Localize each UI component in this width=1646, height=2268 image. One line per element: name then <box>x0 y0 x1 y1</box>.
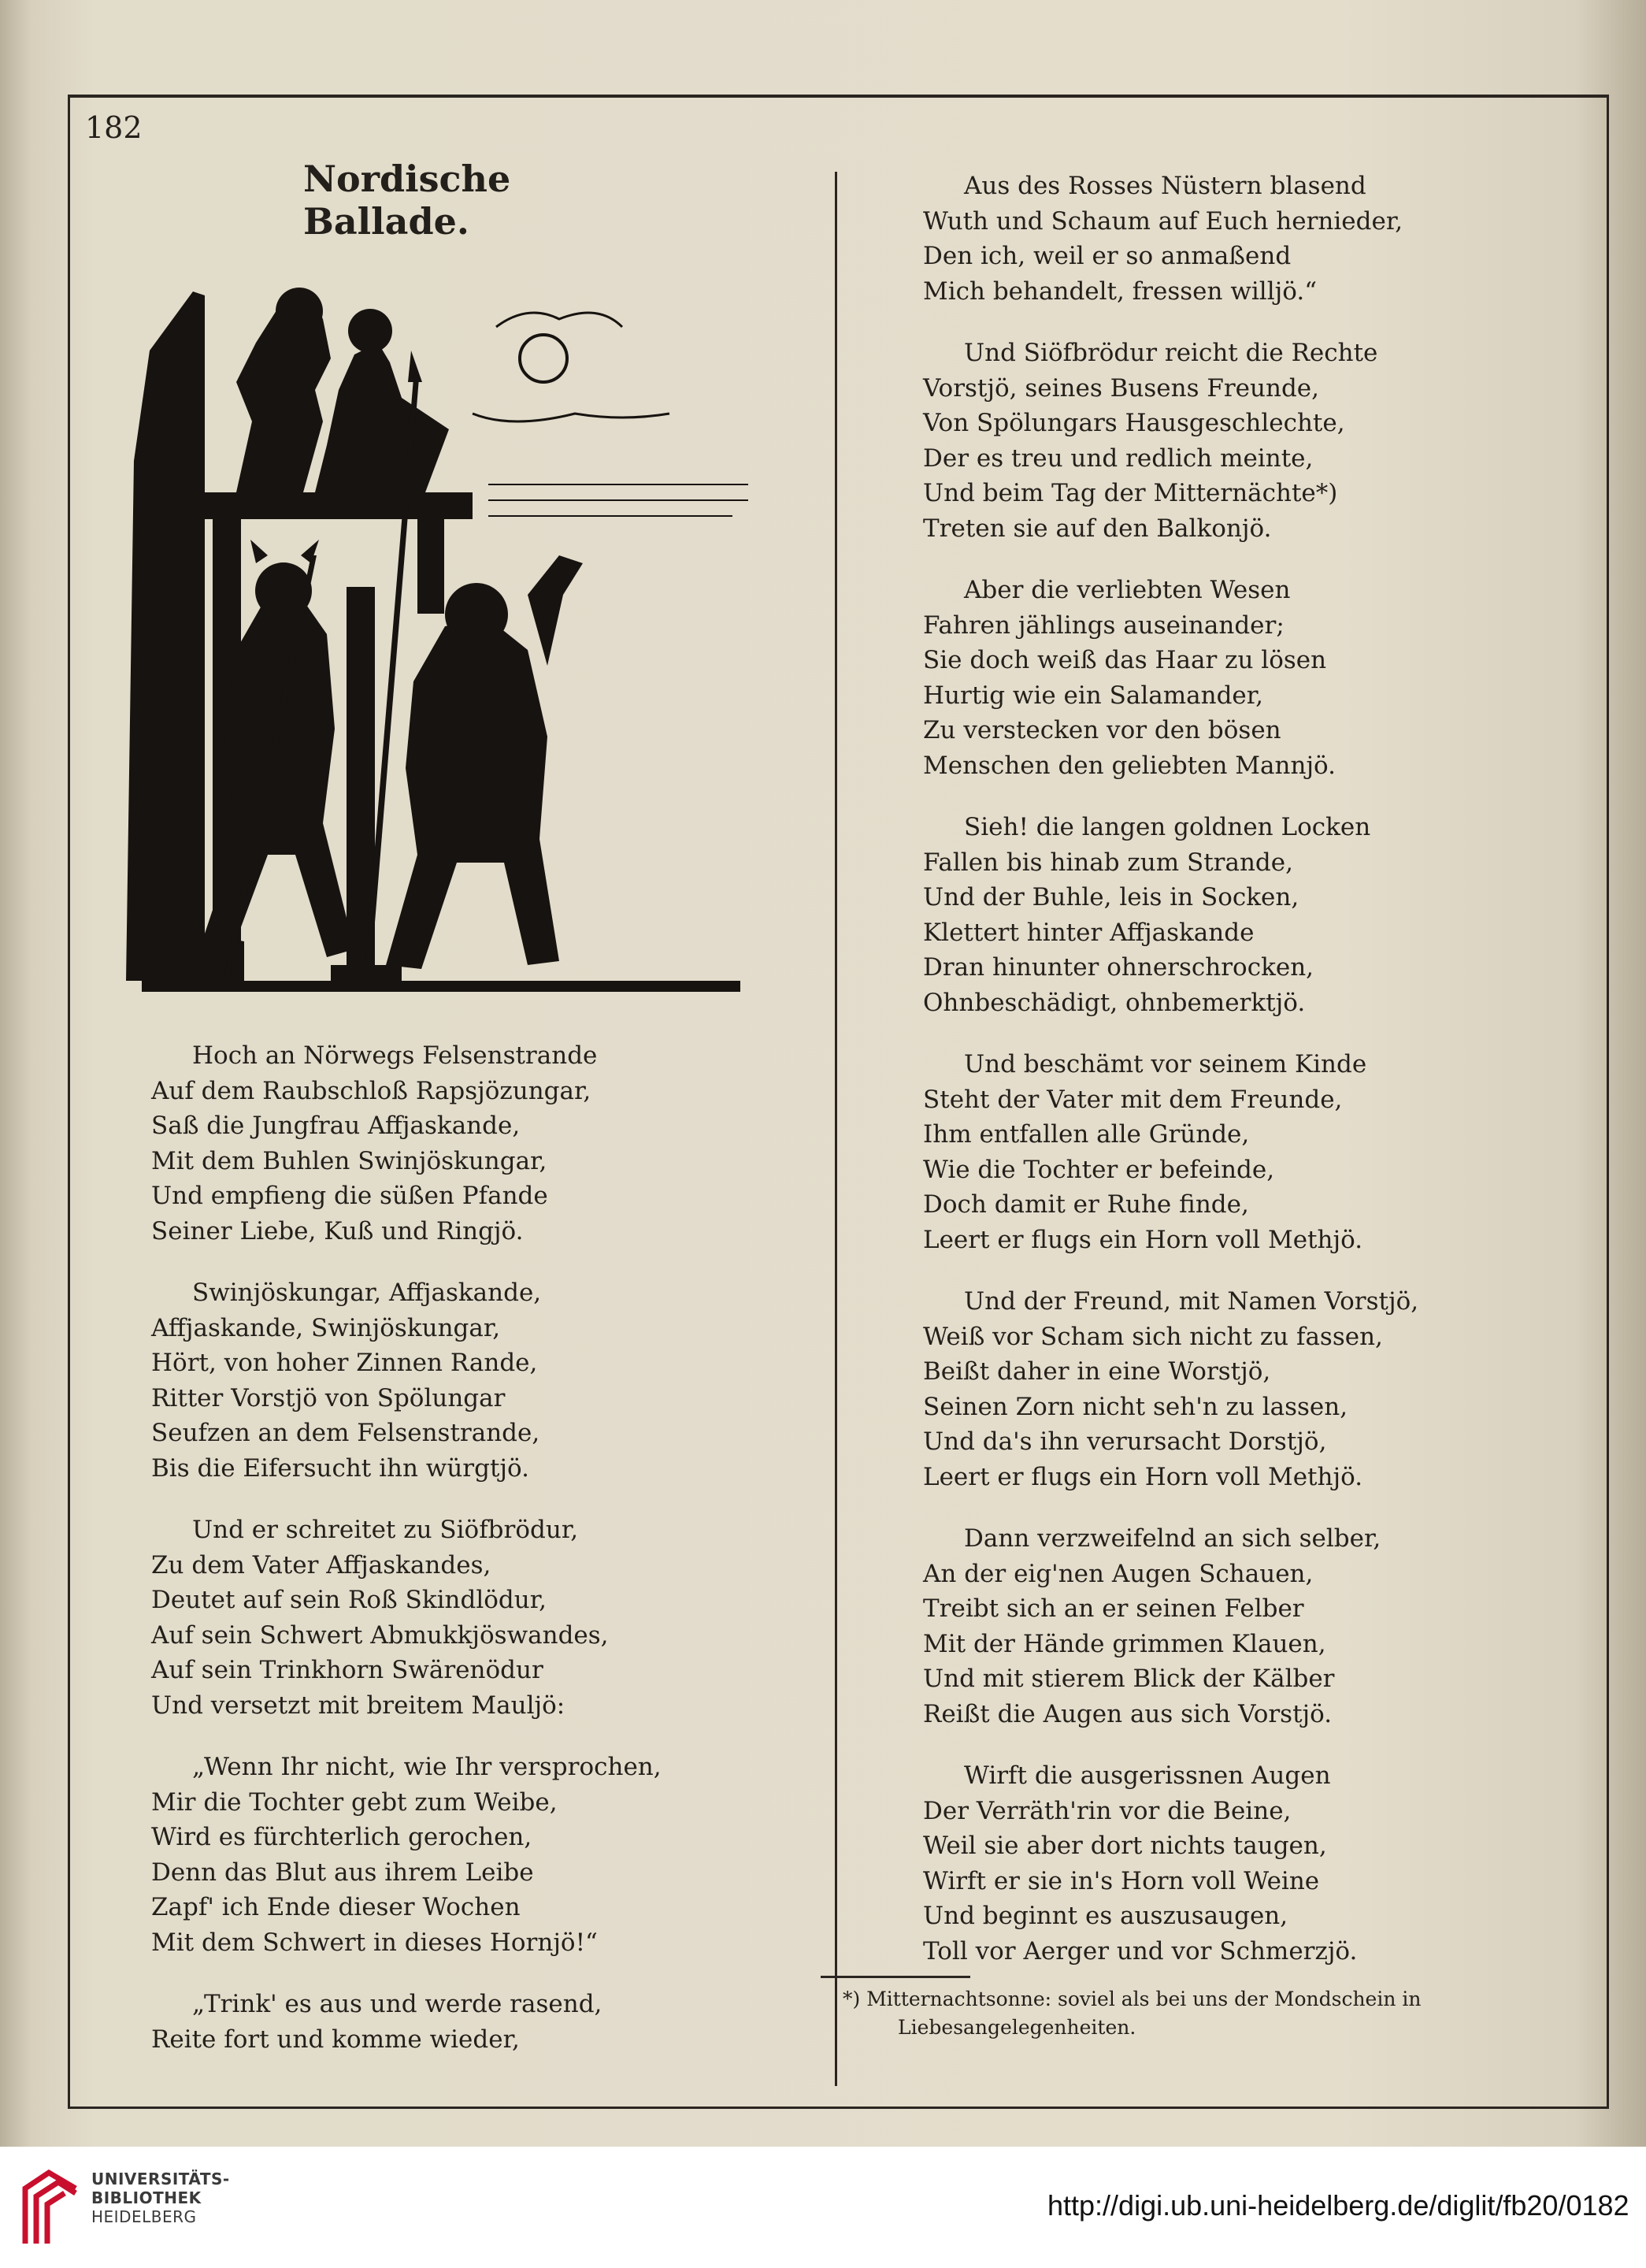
verse-line: Reite fort und komme wieder, <box>151 2025 520 2054</box>
verse-line: Der Verräth'rin vor die Beine, <box>923 1796 1292 1825</box>
verse-line: Hoch an Nörwegs Felsenstrande <box>192 1041 598 1070</box>
stanza <box>923 169 1600 309</box>
verse-line: Von Spölungars Hausgeschlechte, <box>923 409 1345 437</box>
stanza <box>923 810 1600 1020</box>
verse-line: Seinen Zorn nicht seh'n zu lassen, <box>923 1392 1348 1421</box>
verse-line: Affjaskande, Swinjöskungar, <box>151 1313 501 1342</box>
balcony-beam <box>189 492 473 519</box>
verse-line: An der eig'nen Augen Schauen, <box>923 1559 1314 1588</box>
verse-line: Ihm entfallen alle Gründe, <box>923 1120 1250 1149</box>
stanza <box>151 1987 829 2057</box>
source-url-link[interactable]: http://digi.ub.uni-heidelberg.de/diglit/fb20/0182 <box>1047 2189 1629 2222</box>
verse-line: Treibt sich an er seinen Felber <box>923 1594 1304 1623</box>
silhouette-illustration <box>118 225 764 1020</box>
verse-line: Ritter Vorstjö von Spölungar <box>151 1383 506 1412</box>
verse-line: Denn das Blut aus ihrem Leibe <box>151 1858 534 1887</box>
verse-line: Menschen den geliebten Mannjö. <box>923 751 1336 780</box>
verse-line: Beißt daher in eine Worstjö, <box>923 1357 1271 1386</box>
library-name <box>91 2170 230 2226</box>
verse-line: Hört, von hoher Zinnen Rande, <box>151 1349 538 1377</box>
stanza <box>923 573 1600 783</box>
verse-line: Fahren jählings auseinander; <box>923 611 1285 640</box>
verse-line: Mich behandelt, fressen willjö.“ <box>923 277 1318 306</box>
stanza <box>151 1750 829 1960</box>
verse-line: Auf sein Schwert Abmukkjöswandes, <box>151 1620 609 1650</box>
verse-line: Treten sie auf den Balkonjö. <box>923 514 1272 543</box>
verse-line: Steht der Vater mit dem Freunde, <box>923 1085 1343 1114</box>
verse-line: Und beim Tag der Mitternächte*) <box>923 479 1338 507</box>
verse-line: Zu dem Vater Affjaskandes, <box>151 1550 491 1579</box>
footnote-line: Liebesangelegenheiten. <box>898 2016 1136 2039</box>
figure-knight <box>386 618 559 969</box>
verse-line: Wirft er sie in's Horn voll Weine <box>923 1866 1320 1895</box>
verse-line: „Wenn Ihr nicht, wie Ihr versprochen, <box>192 1753 662 1781</box>
library-name-line: BIBLIOTHEK <box>91 2188 202 2207</box>
verse-line: Toll vor Aerger und vor Schmerzjö. <box>923 1936 1358 1965</box>
verse-line: Leert er flugs ein Horn voll Methjö. <box>923 1225 1363 1254</box>
stanza <box>923 1284 1600 1494</box>
verse-line: „Trink' es aus und werde rasend, <box>192 1990 602 2018</box>
verse-line: Bis die Eifersucht ihn würgtjö. <box>151 1453 530 1483</box>
verse-line: Doch damit er Ruhe finde, <box>923 1190 1249 1219</box>
stanza <box>151 1275 829 1486</box>
verse-line: Dran hinunter ohnerschrocken, <box>923 953 1314 982</box>
verse-line: Zapf' ich Ende dieser Wochen <box>151 1893 521 1921</box>
verse-line: Und beschämt vor seinem Kinde <box>964 1050 1367 1078</box>
verse-line: Mir die Tochter gebt zum Weibe, <box>151 1787 558 1817</box>
verse-line: Weiß vor Scham sich nicht zu fassen, <box>923 1322 1383 1351</box>
column-divider <box>835 172 837 2086</box>
verse-line: Und mit stierem Blick der Kälber <box>923 1665 1335 1693</box>
verse-line: Und versetzt mit breitem Mauljö: <box>151 1691 565 1720</box>
verse-line: Seufzen an dem Felsenstrande, <box>151 1419 540 1447</box>
verse-line: Weil sie aber dort nichts taugen, <box>923 1832 1327 1860</box>
page-title: Nordische Ballade. <box>303 158 511 243</box>
verse-line: Und er schreitet zu Siöfbrödur, <box>192 1516 579 1544</box>
verse-line: Vorstjö, seines Busens Freunde, <box>923 373 1319 403</box>
verse-line: Reißt die Augen aus sich Vorstjö. <box>923 1699 1333 1728</box>
left-column-poem <box>151 1038 829 2084</box>
verse-line: Leert er flugs ein Horn voll Methjö. <box>923 1462 1363 1491</box>
verse-line: Auf dem Raubschloß Rapsjözungar, <box>151 1076 591 1105</box>
moon <box>520 335 567 382</box>
stanza <box>923 1758 1600 1969</box>
library-name-line: HEIDELBERG <box>91 2207 197 2226</box>
verse-line: Zu verstecken vor den bösen <box>923 716 1281 744</box>
verse-line: Seiner Liebe, Kuß und Ringjö. <box>151 1216 524 1245</box>
verse-line: Wuth und Schaum auf Euch hernieder, <box>923 206 1403 236</box>
verse-line: Wie die Tochter er befeinde, <box>923 1155 1275 1184</box>
page-number: 182 <box>85 110 143 145</box>
footnote <box>843 1985 1551 2042</box>
verse-line: Aber die verliebten Wesen <box>964 576 1291 604</box>
verse-line: Und Siöfbrödur reicht die Rechte <box>964 339 1378 367</box>
verse-line: Fallen bis hinab zum Strande, <box>923 848 1293 877</box>
verse-line: Saß die Jungfrau Affjaskande, <box>151 1112 521 1140</box>
verse-line: Mit dem Buhlen Swinjöskungar, <box>151 1146 547 1175</box>
verse-line: Klettert hinter Affjaskande <box>923 918 1255 947</box>
stanza <box>923 336 1600 546</box>
footnote-line: *) Mitternachtsonne: soviel als bei uns der Mondschein in <box>843 1988 1422 2010</box>
stanza <box>151 1513 829 1723</box>
verse-line: Swinjöskungar, Affjaskande, <box>192 1279 542 1307</box>
verse-line: Sie doch weiß das Haar zu lösen <box>923 646 1327 674</box>
verse-line: Auf sein Trinkhorn Swärenödur <box>151 1656 543 1684</box>
verse-line: Mit der Hände grimmen Klauen, <box>923 1629 1326 1658</box>
library-logo-icon[interactable] <box>17 2165 83 2251</box>
verse-line: Hurtig wie ein Salamander, <box>923 681 1264 710</box>
verse-line: Und der Buhle, leis in Socken, <box>923 883 1299 911</box>
ground <box>142 981 740 992</box>
verse-line: Und empfieng die süßen Pfande <box>151 1182 548 1210</box>
verse-line: Der es treu und redlich meinte, <box>923 444 1314 473</box>
verse-line: Ohnbeschädigt, ohnbemerktjö. <box>923 988 1306 1017</box>
figure-lover <box>315 343 449 492</box>
verse-line: Aus des Rosses Nüstern blasend <box>964 172 1366 200</box>
verse-line: Und der Freund, mit Namen Vorstjö, <box>964 1287 1419 1316</box>
footnote-rule <box>821 1976 970 1978</box>
stanza <box>151 1038 829 1249</box>
verse-line: Wirft die ausgerissnen Augen <box>964 1761 1331 1790</box>
verse-line: Den ich, weil er so anmaßend <box>923 242 1292 270</box>
library-name-line: UNIVERSITÄTS- <box>91 2170 230 2188</box>
right-column-poem <box>923 169 1600 1995</box>
verse-line: Mit dem Schwert in dieses Hornjö!“ <box>151 1928 598 1957</box>
verse-line: Dann verzweifelnd an sich selber, <box>964 1524 1381 1553</box>
verse-line: Deutet auf sein Roß Skindlödur, <box>151 1586 547 1614</box>
verse-line: Sieh! die langen goldnen Locken <box>964 813 1371 841</box>
verse-line: Wird es fürchterlich gerochen, <box>151 1823 532 1851</box>
stanza <box>923 1521 1600 1732</box>
verse-line: Und da's ihn verursacht Dorstjö, <box>923 1427 1327 1456</box>
verse-line: Und beginnt es auszusaugen, <box>923 1902 1288 1930</box>
stanza <box>923 1047 1600 1257</box>
